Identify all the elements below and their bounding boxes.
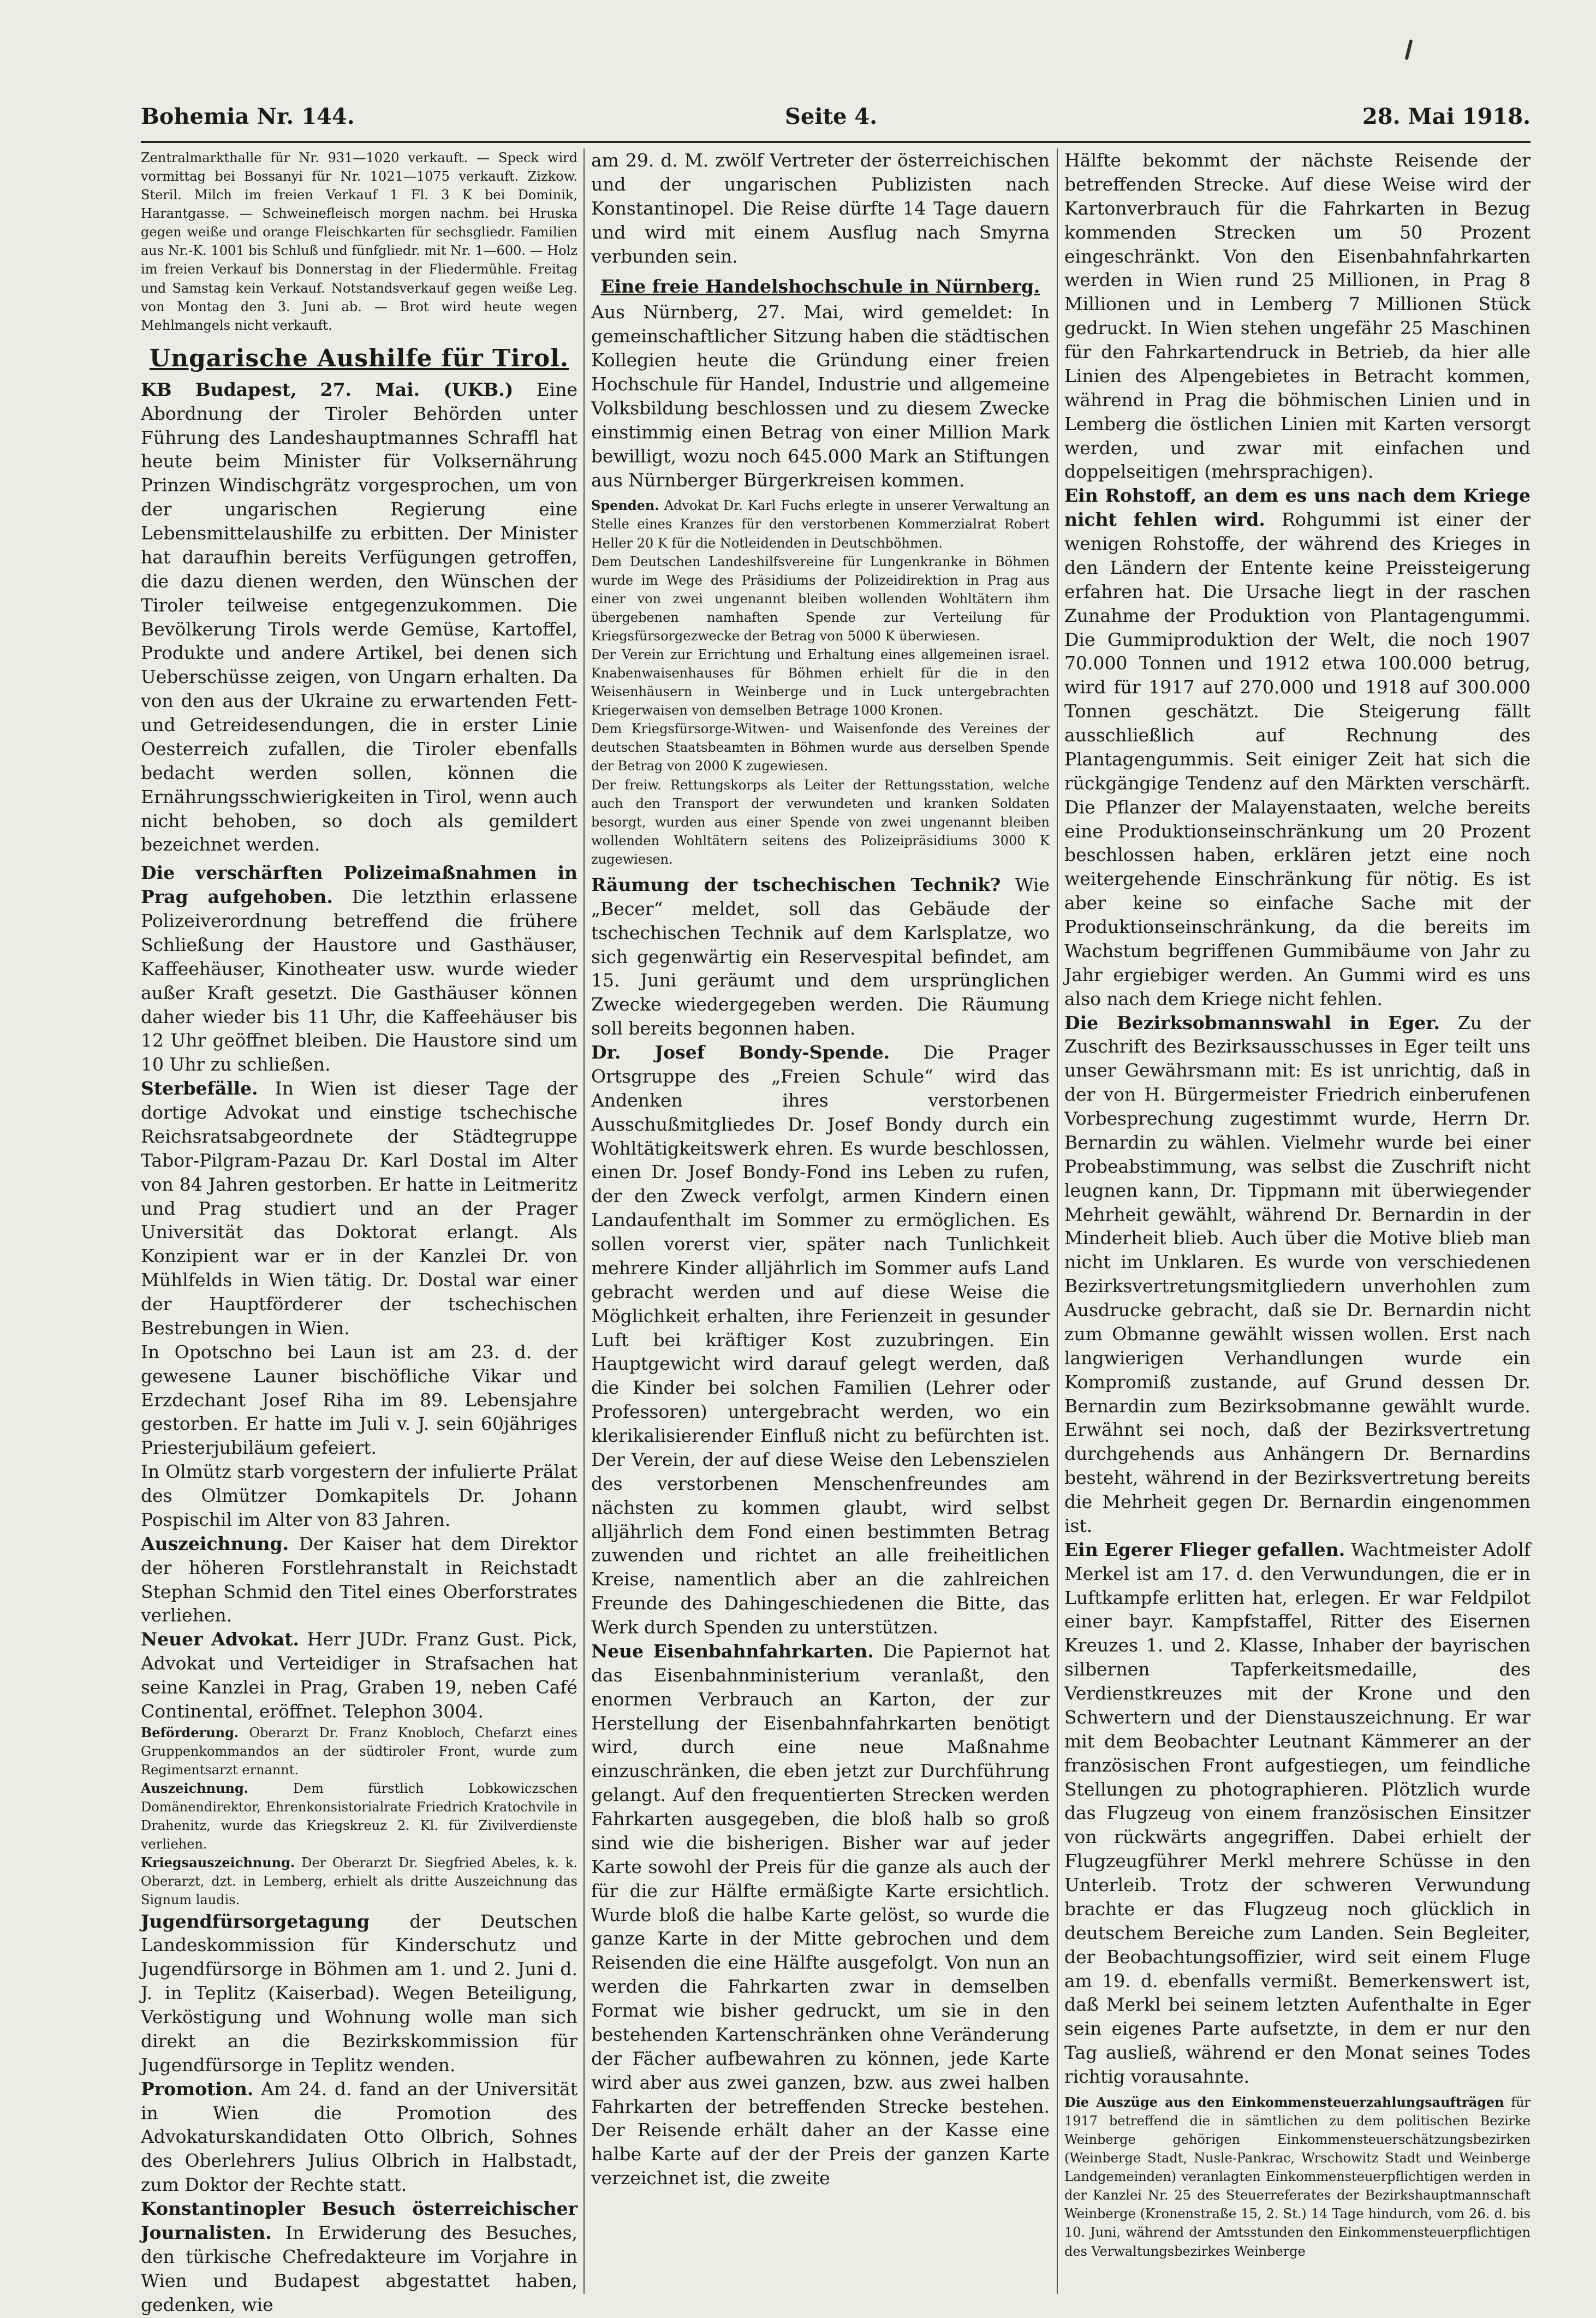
article-paragraph: Die verschärften Polizeimaßnahmen in Prag aufgehoben. Die letzthin erlassene Polizeiverordnung betreffend die frühere Schließung der Haustore und Gasthäuser, Kaffeehäuser, Kinotheater usw. wurde wieder außer Kraft gesetzt. Die Gasthäuser können daher wieder bis 11 Uhr, die Kaffeehäuser bis 12 Uhr geöffnet bleiben. Die Haustore sind um 10 Uhr zu schließen. — [141, 862, 577, 1075]
article-lead: Die verschärften Polizeimaßnahmen in Prag aufgehoben. — [141, 862, 577, 908]
notice-paragraph: Der freiw. Rettungskorps als Leiter der Rettungsstation, welche auch den Transport der verwundeten und kranken Soldaten besorgt, wurden aus einer Spende von zwei ungenannt bleiben wollenden Wohltätern seitens des Polizeipräsidiums 3000 K zugewiesen. — [591, 777, 1050, 867]
article-paragraph: Neue Eisenbahnfahrkarten. Die Papiernot hat das Eisenbahnministerium veranlaßt, den enormen Verbrauch an Karton, der zur Herstellung der Eisenbahnfahrkarten benötigt wird, durch eine neue Maßnahme einzuschränken, die eben jetzt zur Durchführung gelangt. Auf den frequentierten Strecken werden Fahrkarten ausgegeben, die bloß halb so groß sind wie die bisherigen. Bisher war auf jeder Karte sowohl der Preis für die ganze als auch der für die zur Hälfte ermäßigte Karte ersichtlich. Wurde bloß die halbe Karte gelöst, so wurde die ganze Karte in der Mitte gebrochen und dem Reisenden die eine Hälfte ausgefolgt. Von nun an werden die Fahrkarten zwar in demselben Format wie bisher gedruckt, um sie in den bestehenden Kartenschränken ohne Veränderung der Fächer aufbewahren zu können, jede Karte wird aber aus zwei ganzen, bzw. aus zwei halben Fahrkarten der betreffenden Strecke bestehen. Der Reisende erhält daher an der Kasse eine halbe Karte auf der der Preis der ganzen Karte verzeichnet ist, die zweite — [591, 1640, 1050, 2189]
article-lead: Neue Eisenbahnfahrkarten. — [591, 1640, 874, 1662]
article-paragraph: Dr. Josef Bondy-Spende. Die Prager Ortsgruppe des „Freien Schule“ wird das Andenken ihres verstorbenen Ausschußmitgliedes Dr. Josef Bondy durch ein Wohltätigkeitswerk ehren. Es wurde beschlossen, einen Dr. Josef Bondy-Fond ins Leben zu rufen, der den Zweck verfolgt, armen Kindern einen Landaufenthalt im Sommer zu ermöglichen. Es sollen vorerst vier, später nach Tunlichkeit mehrere Kinder alljährlich im Sommer aufs Land gebracht werden und auf diese Weise die Möglichkeit erhalten, ihre Ferienzeit in gesunder Luft bei kräftiger Kost zuzubringen. Ein Hauptgewicht wird darauf gelegt werden, daß die Kinder bei solchen Familien (Lehrer oder Professoren) untergebracht werden, wo ein klerikalisierender Einfluß nicht zu befürchten ist. Der Verein, der auf diese Weise den Lebenszielen des verstorbenen Menschenfreundes am nächsten zu kommen glaubt, wird selbst alljährlich dem Fond einen bestimmten Betrag zuwenden und richtet an alle freiheitlichen Kreise, namentlich aber an die zahlreichen Freunde des Dahingeschiedenen die Bitte, das Werk durch Spenden zu unterstützen. — [591, 1042, 1050, 1638]
article-paragraph: Sterbefälle. In Wien ist dieser Tage der dortige Advokat und einstige tschechische Reichsratsabgeordnete der Städtegruppe Tabor-Pilgram-Pazau Dr. Karl Dostal im Alter von 84 Jahren gestorben. Er hatte in Leitmeritz und Prag studiert und an der Prager Universität das Doktorat erlangt. Als Konzipient war er in der Kanzlei Dr. von Mühlfelds in Wien tätig. Dr. Dostal war einer der Hauptförderer der tschechischen Bestrebungen in Wien. — [141, 1078, 577, 1339]
article-lead: Sterbefälle. — [141, 1078, 258, 1099]
page-number: Seite 4. — [785, 104, 878, 129]
notice-lead: Die Auszüge aus den Einkommensteuerzahlungsaufträgen — [1064, 2094, 1504, 2110]
notice-paragraph: Dem Kriegsfürsorge-Witwen- und Waisenfonde des Vereines der deutschen Staatsbeamten in Böhmen wurde aus derselben Spende der Betrag von 2000 K zugewiesen. — [591, 721, 1050, 774]
notice-paragraph: Der Verein zur Errichtung und Erhaltung eines allgemeinen israel. Knabenwaisenhauses für Böhmen erhielt für die in den Weisenhäusern in Weinberge und in Luck untergebrachten Kriegerwaisen von demselben Betrage 1000 Kronen. — [591, 647, 1050, 718]
article-paragraph: Jugendfürsorgetagung der Deutschen Landeskommission für Kinderschutz und Jugendfürsorge in Böhmen am 1. und 2. Juni d. J. in Teplitz (Kaiserbad). Wegen Beteiligung, Verköstigung und Wohnung wolle man sich direkt an die Bezirkskommission für Jugendfürsorge in Teplitz wenden. — [141, 1910, 577, 2076]
article-paragraph: Räumung der tschechischen Technik? Wie „Becer“ meldet, soll das Gebäude der tschechischen Technik auf dem Karlsplatze, wo sich gegenwärtig ein Reservespital befindet, am 15. Juni geräumt und dem ursprünglichen Zwecke wiedergegeben werden. Die Räumung soll bereits begonnen haben. — [591, 873, 1050, 1039]
article-lead: Konstantinopler Besuch österreichischer Journalisten. — [141, 2198, 577, 2243]
notice-lead: Spenden. — [591, 497, 659, 514]
column-divider — [1057, 148, 1058, 2294]
article-lead: Neuer Advokat. — [141, 1628, 299, 1650]
article-paragraph: Ein Rohstoff, an dem es uns nach dem Kriege nicht fehlen wird. Rohgummi ist einer der wenigen Rohstoffe, der während des Krieges in den Ländern der Entente keine Preissteigerung erfahren hat. Die Ursache liegt in der raschen Zunahme der Produktion von Plantagengummi. Die Gummiproduktion der Welt, die noch 1907 70.000 Tonnen und 1912 etwa 100.000 betrug, wird für 1917 auf 270.000 und 1918 auf 300.000 Tonnen geschätzt. Die Steigerung fällt ausschließlich auf Rechnung des Plantagengummis. Seit einiger Zeit hat sich die rückgängige Tendenz auf den Märkten verschärft. Die Pflanzer der Malayenstaaten, welche bereits eine Produktionseinschränkung um 20 Prozent beschlossen haben, erklären jetzt eine noch weitergehende Einschränkung für nötig. Es ist aber keine so einfache Sache mit der Produktionseinschränkung, da die bereits im Wachstum begriffenen Gummibäume von Jahr zu Jahr ergiebiger werden. An Gummi wird es uns also nach dem Kriege nicht fehlen. — [1064, 485, 1531, 1009]
header-rule — [141, 141, 1531, 143]
market-notice: Zentralmarkthalle für Nr. 931—1020 verkauft. — Speck wird vormittag bei Bossanyi für Nr. 1021—1075 verkauft. Zizkow. Steril. Milch im freien Verkauf 1 Fl. 3 K bei Dominik, Harantgasse. — Schweinefleisch morgen nachm. bei Hruska gegen weiße und orange Fleischkarten für sechsgliedr. Familien aus Nr.-K. 1001 bis Schluß und fünfgliedr. mit Nr. 1—600. — Holz im freien Verkauf bis Donnerstag in der Fliedermühle. Freitag und Samstag kein Verkauf. Notstandsverkauf gegen weiße Leg. von Montag den 3. Juni ab. — Brot wird heute wegen Mehlmangels nicht verkauft. — [141, 150, 577, 333]
article-paragraph: Aus Nürnberg, 27. Mai, wird gemeldet: In gemeinschaftlicher Sitzung haben die städtischen Kollegien heute die Gründung einer freien Hochschule für Handel, Industrie und allgemeine Volksbildung beschlossen und zu diesem Zwecke einstimmig einen Betrag von einer Million Mark bewilligt, wozu noch 645.000 Mark an Stiftungen aus Nürnberger Bürgerkreisen kommen. — [591, 301, 1050, 491]
article-lead: Ein Egerer Flieger gefallen. — [1064, 1538, 1345, 1560]
dateline: KB Budapest, 27. Mai. (UKB.) — [141, 378, 514, 400]
article-lead: Auszeichnung. — [141, 1532, 289, 1554]
notice-paragraph: Dem Deutschen Landeshilfsvereine für Lungenkranke in Böhmen wurde im Wege des Präsidiums der Polizeidirektion in Prag aus einer von zwei ungenannt bleiben wollenden Wohltätern ihm übergebenen namhaften Spende zur Verteilung für Kriegsfürsorgezwecke der Betrag von 5000 K überwiesen. — [591, 554, 1050, 644]
article-lead: Jugendfürsorgetagung — [141, 1910, 370, 1932]
article-lead: Räumung der tschechischen Technik? — [591, 873, 1001, 895]
article-paragraph: am 29. d. M. zwölf Vertreter der österreichischen und der ungarischen Publizisten nach Konstantinopel. Die Reise dürfte 14 Tage dauern und wird mit einem Ausflug nach Smyrna verbunden sein. — [591, 150, 1050, 267]
article-paragraph: KB Budapest, 27. Mai. (UKB.) Eine Abordnung der Tiroler Behörden unter Führung des Landeshauptmannes Schraffl hat heute beim Minister für Volksernährung Prinzen Windischgrätz vorgesprochen, um von der ungarischen Regierung eine Lebensmittelaushilfe zu erbitten. Der Minister hat daraufhin bereits Verfügungen getroffen, die dazu dienen werden, den Wünschen der Tiroler teilweise entgegenzukommen. Die Bevölkerung Tirols werde Gemüse, Kartoffel, Produkte und andere Artikel, bei denen sich Ueberschüsse zeigen, von Ungarn erhalten. Da von den aus der Ukraine zu erwartenden Fett- und Getreidesendungen, die in erster Linie Oesterreich zufallen, die Tiroler ebenfalls bedacht werden sollen, können die Ernährungsschwierigkeiten in Tirol, wenn auch nicht behoben, so doch als gemildert bezeichnet werden. — [141, 378, 577, 855]
article-title: Ungarische Aushilfe für Tirol. — [149, 344, 569, 372]
notice-paragraph: Beförderung. Oberarzt Dr. Franz Knobloch, Chefarzt eines Gruppenkommandos an der südtiroler Front, wurde zum Regimentsarzt ernannt. — [141, 1724, 577, 1778]
article-title: Eine freie Handelshochschule in Nürnberg. — [600, 276, 1040, 298]
column-2 — [591, 148, 1050, 2294]
article-paragraph: In Olmütz starb vorgestern der infulierte Prälat des Olmützer Domkapitels Dr. Johann Pospischil im Alter von 83 Jahren. — [141, 1461, 577, 1530]
article-paragraph: Promotion. Am 24. d. fand an der Universität in Wien die Promotion des Advokaturskandidaten Otto Olbrich, Sohnes des Oberlehrers Julius Olbrich in Halbstadt, zum Doktor der Rechte statt. — [141, 2078, 577, 2196]
article-paragraph: Konstantinopler Besuch österreichischer Journalisten. In Erwiderung des Besuches, den türkische Chefredakteure im Vorjahre in Wien und Budapest abgestattet haben, gedenken, wie — [141, 2198, 577, 2315]
article-paragraph: In Opotschno bei Laun ist am 23. d. der gewesene Launer bischöfliche Vikar und Erzdechant Josef Riha im 89. Lebensjahre gestorben. Er hatte im Juli v. J. sein 60jähriges Priesterjubiläum gefeiert. — [141, 1341, 577, 1459]
notice-paragraph: Spenden. Advokat Dr. Karl Fuchs erlegte in unserer Verwaltung an Stelle eines Kranzes für den verstorbenen Kommerzialrat Robert Heller 20 K für die Notleidenden in Deutschböhmen. — [591, 497, 1050, 551]
article-paragraph: Neuer Advokat. Herr JUDr. Franz Gust. Pick, Advokat und Verteidiger in Strafsachen hat seine Kanzlei in Prag, Graben 19, neben Café Continental, eröffnet. Telephon 3004. — [141, 1628, 577, 1722]
notice-paragraph: Die Auszüge aus den Einkommensteuerzahlungsaufträgen für 1917 betreffend die in sämtlichen zu dem politischen Bezirke Weinberge gehörigen Einkommensteuerschätzungsbezirken (Weinberge Stadt, Nusle-Pankrac, Wrschowitz Stadt und Weinberge Landgemeinden) veranlagten Einkommensteuerpflichtigen werden in der Kanzlei Nr. 25 des Steuerreferates der Bezirkshauptmannschaft Weinberge (Kronenstraße 15, 2. St.) 14 Tage hindurch, vom 26. d. bis 10. Juni, während der Amtsstunden den Einkommensteuerpflichtigen des Verwaltungsbezirkes Weinberge — [1064, 2094, 1531, 2259]
page-header — [141, 104, 1531, 136]
article-lead: Promotion. — [141, 2078, 254, 2100]
column-divider — [583, 148, 585, 2294]
article-lead: Ein Rohstoff, an dem es uns nach dem Kriege nicht fehlen wird. — [1064, 485, 1531, 531]
article-paragraph: Hälfte bekommt der nächste Reisende der betreffenden Strecke. Auf diese Weise wird der Kartonverbrauch für die Fahrkarten in Bezug kommenden Strecken um 50 Prozent eingeschränkt. Von den Eisenbahnfahrkarten werden in Wien rund 25 Millionen, in Prag 8 Millionen und in Lemberg 7 Millionen Stück gedruckt. In Wien stehen ungefähr 25 Maschinen für den Fahrkartendruck in Betrieb, da hier alle Linien des Alpengebietes in Betracht kommen, während in Prag die böhmischen Linien und in Lemberg die östlichen Linien mit Karten versorgt werden, und zwar mit einfachen und doppelseitigen (mehrsprachigen). — [1064, 150, 1531, 483]
article-paragraph: Ein Egerer Flieger gefallen. Wachtmeister Adolf Merkel ist am 17. d. den Verwundungen, die er in Luftkampfe erlitten hat, erlegen. Er war Feldpilot einer bayr. Kampfstaffel, Ritter des Eisernen Kreuzes 1. und 2. Klasse, Inhaber der bayrischen silbernen Tapferkeitsmedaille, des Verdienstkreuzes mit der Krone und den Schwertern und der Dienstauszeichnung. Er war mit dem Beobachter Leutnant Kämmerer an der französischen Front aufgestiegen, um feindliche Stellungen zu photographieren. Plötzlich wurde das Flugzeug von einem französischen Einsitzer von rückwärts angegriffen. Dabei erhielt der Flugzeugführer Merkl mehrere Schüsse in den Unterleib. Trotz der schweren Verwundung brachte er das Flugzeug noch glücklich in deutschem Bereiche zum Landen. Sein Begleiter, der Beobachtungsoffizier, wird seit einem Fluge am 19. d. ebenfalls vermißt. Bemerkenswert ist, daß Merkl bei seinem letzten Aufenthalte in Eger sein eigenes Parte aufsetzte, in dem er nur den Tag ausließ, während er den Monat seines Todes richtig vorausahnte. — [1064, 1538, 1531, 2087]
notice-lead: Beförderung. — [141, 1724, 239, 1740]
masthead-issue: Bohemia Nr. 144. — [141, 104, 355, 129]
notice-lead: Kriegsauszeichnung. — [141, 1855, 295, 1871]
notice-paragraph: Kriegsauszeichnung. Der Oberarzt Dr. Siegfried Abeles, k. k. Oberarzt, dzt. in Lemberg, erhielt als dritte Auszeichnung das Signum laudis. — [141, 1855, 577, 1908]
article-paragraph: Die Bezirksobmannswahl in Eger. Zu der Zuschrift des Bezirksausschusses in Eger teilt uns unser Gewährsmann mit: Es ist unrichtig, daß in der von H. Bürgermeister Friedrich einberufenen Vorbesprechung zugestimmt wurde, Herrn Dr. Bernardin zu wählen. Vielmehr wurde bei einer Probeabstimmung, was selbst die Zuschrift nicht leugnen kann, Dr. Tippmann mit überwiegender Mehrheit gewählt, während Dr. Bernardin in der Minderheit blieb. Auch über die Motive blieb man nicht im Unklaren. Es wurde von verschiedenen Bezirksvertretungsmitgliedern unverhohlen zum Ausdrucke gebracht, daß sie Dr. Bernardin nicht zum Obmanne gewählt wissen wollen. Erst nach langwierigen Verhandlungen wurde ein Kompromiß zustande, auf Grund dessen Dr. Bernardin zum Bezirksobmanne gewählt wurde. Erwähnt sei noch, daß der Bezirksvertretung durchgehends aus Anhängern Dr. Bernardins besteht, während in der Bezirksvertretung bereits die Mehrheit gegen Dr. Bernardin eingenommen ist. — [1064, 1012, 1531, 1536]
notice-lead: Auszeichnung. — [141, 1780, 249, 1797]
issue-date: 28. Mai 1918. — [1362, 104, 1531, 129]
article-paragraph: Auszeichnung. Der Kaiser hat dem Direktor der höheren Forstlehranstalt in Reichstadt Stephan Schmid den Titel eines Oberforstrates verliehen. — [141, 1532, 577, 1626]
article-lead: Dr. Josef Bondy-Spende. — [591, 1042, 890, 1063]
column-1 — [141, 148, 577, 2315]
column-3 — [1064, 148, 1531, 2294]
pencil-mark — [1404, 39, 1413, 60]
article-lead: Die Bezirksobmannswahl in Eger. — [1064, 1012, 1440, 1033]
notice-paragraph: Auszeichnung. Dem fürstlich Lobkowiczschen Domänendirektor, Ehrenkonsistorialrate Friedrich Kratochvile in Drahenitz, wurde das Kriegskreuz 2. Kl. für Zivilverdienste verliehen. — [141, 1780, 577, 1852]
